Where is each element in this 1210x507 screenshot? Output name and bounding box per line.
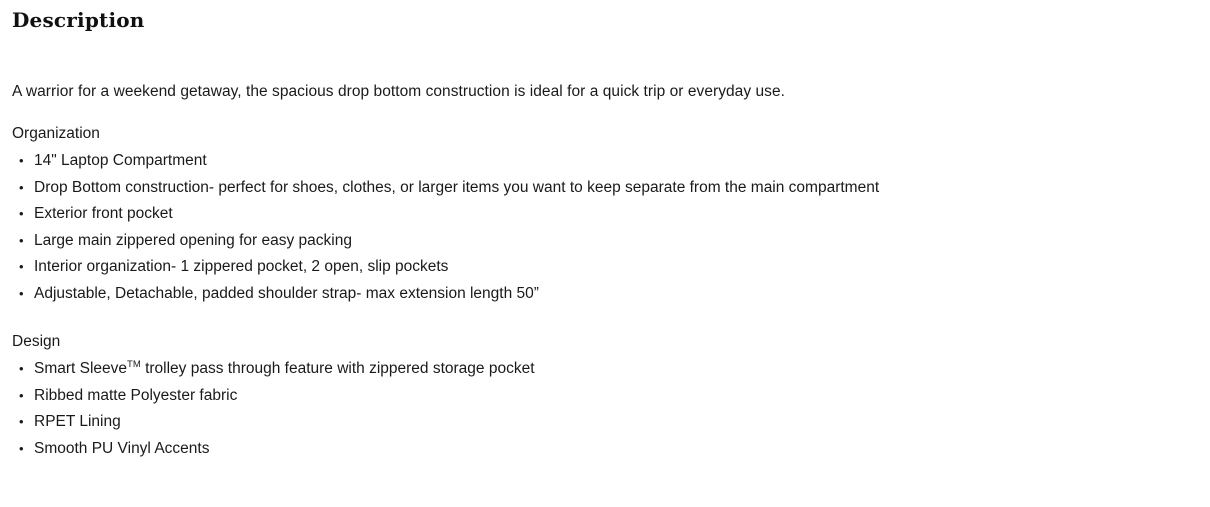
list-item-label: Adjustable, Detachable, padded shoulder strap- max extension length 50” — [34, 284, 539, 302]
list-item — [12, 281, 1210, 308]
list-item-label: Interior organization- 1 zippered pocket, 2 open, slip pockets — [34, 258, 449, 275]
bullet-icon: • — [19, 232, 24, 248]
list-item — [12, 175, 1210, 202]
bullet-icon: • — [19, 285, 24, 301]
list-item-label-pre: Smart Sleeve — [34, 360, 128, 377]
bullet-icon: • — [19, 361, 24, 376]
bullet-icon: • — [19, 206, 24, 221]
list-item — [12, 383, 1210, 410]
bullet-icon: • — [19, 179, 24, 195]
list-item — [12, 201, 1210, 228]
group-heading-design: Design — [12, 333, 61, 350]
group-design — [12, 332, 1210, 462]
list-item — [12, 356, 1210, 383]
trademark-mark: TM — [127, 358, 141, 370]
organization-list — [12, 148, 1210, 307]
list-item-label: Large main zippered opening for easy packing — [34, 231, 352, 249]
list-item-label: Smooth PU Vinyl Accents — [34, 439, 210, 457]
list-item — [12, 254, 1210, 281]
group-organization — [12, 124, 1210, 307]
list-item-label: Ribbed matte Polyester fabric — [34, 386, 238, 404]
bullet-icon: • — [19, 387, 24, 403]
design-list — [12, 356, 1210, 462]
list-item-label: 14" Laptop Compartment — [34, 152, 207, 169]
list-item-label-post: trolley pass through feature with zippered storage pocket — [140, 360, 535, 377]
list-item-label: Drop Bottom construction- perfect for shoes, clothes, or larger items you want to keep separate from the main compartment — [34, 178, 880, 196]
list-item — [12, 148, 1210, 175]
intro-paragraph: A warrior for a weekend getaway, the spacious drop bottom construction is ideal for a quick trip or everyday use. — [12, 83, 785, 100]
list-item — [12, 409, 1210, 436]
bullet-icon: • — [19, 153, 24, 168]
bullet-icon: • — [19, 440, 24, 456]
list-item-label: RPET Lining — [34, 413, 121, 430]
group-heading-organization: Organization — [12, 125, 100, 142]
description-page — [0, 8, 1210, 507]
list-item-label: Exterior front pocket — [34, 205, 173, 222]
page-title: Description — [12, 8, 145, 32]
bullet-icon: • — [19, 259, 24, 274]
list-item — [12, 436, 1210, 463]
bullet-icon: • — [19, 414, 24, 429]
list-item — [12, 228, 1210, 255]
